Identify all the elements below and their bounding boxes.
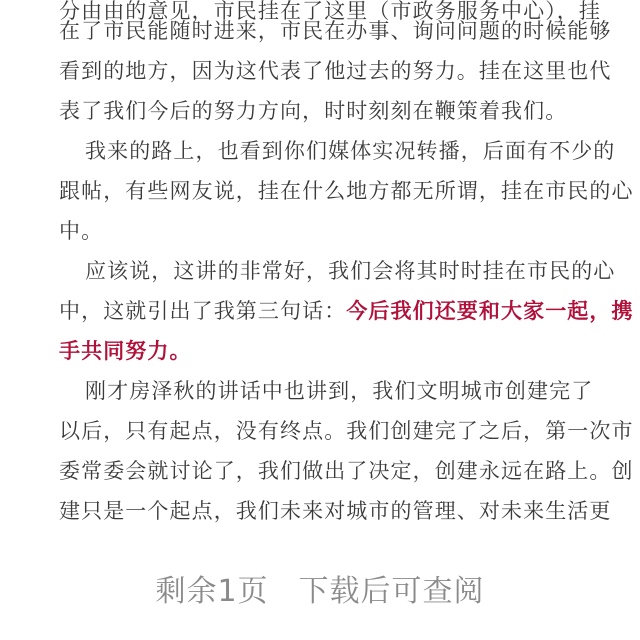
highlighted-text: 今后我们还要和大家一起，携 — [346, 298, 634, 323]
text-line: 看到的地方，因为这代表了他过去的努力。挂在这里也代 — [59, 59, 612, 83]
text-line: 中。 — [59, 219, 104, 243]
text-line: 在了市民能随时进来，市民在办事、询问问题的时候能够 — [59, 19, 612, 43]
download-prompt[interactable] — [0, 566, 640, 610]
paragraph-start-line: 应该说，这讲的非常好，我们会将其时时挂在市民的心 — [85, 259, 616, 283]
remaining-pages-text: 剩余1页 — [155, 574, 269, 609]
highlighted-line — [59, 331, 581, 371]
download-to-view-text: 下载后可查阅 — [298, 574, 485, 609]
mixed-line — [59, 291, 634, 331]
paragraph-start-line: 我来的路上，也看到你们媒体实况转播，后面有不少的 — [85, 139, 616, 163]
text-segment: 中，这就引出了我第三句话： — [59, 299, 347, 323]
text-line: 分由由的意见，市民挂在了这里（市政务服务中心），挂 — [59, 0, 601, 23]
text-line: 表了我们今后的努力方向，时时刻刻在鞭策着我们。 — [59, 99, 568, 123]
text-line: 建只是一个起点，我们未来对城市的管理、对未来生活更 — [59, 499, 612, 523]
text-line: 以后，只有起点，没有终点。我们创建完了之后，第一次市 — [59, 419, 634, 443]
text-line: 委常委会就讨论了，我们做出了决定，创建永远在路上。创 — [59, 459, 634, 483]
text-line: 跟帖，有些网友说，挂在什么地方都无所谓，挂在市民的心 — [59, 179, 634, 203]
highlighted-text: 手共同努力。 — [59, 338, 192, 363]
paragraph-start-line: 刚才房泽秋的讲话中也讲到，我们文明城市创建完了 — [85, 379, 594, 403]
